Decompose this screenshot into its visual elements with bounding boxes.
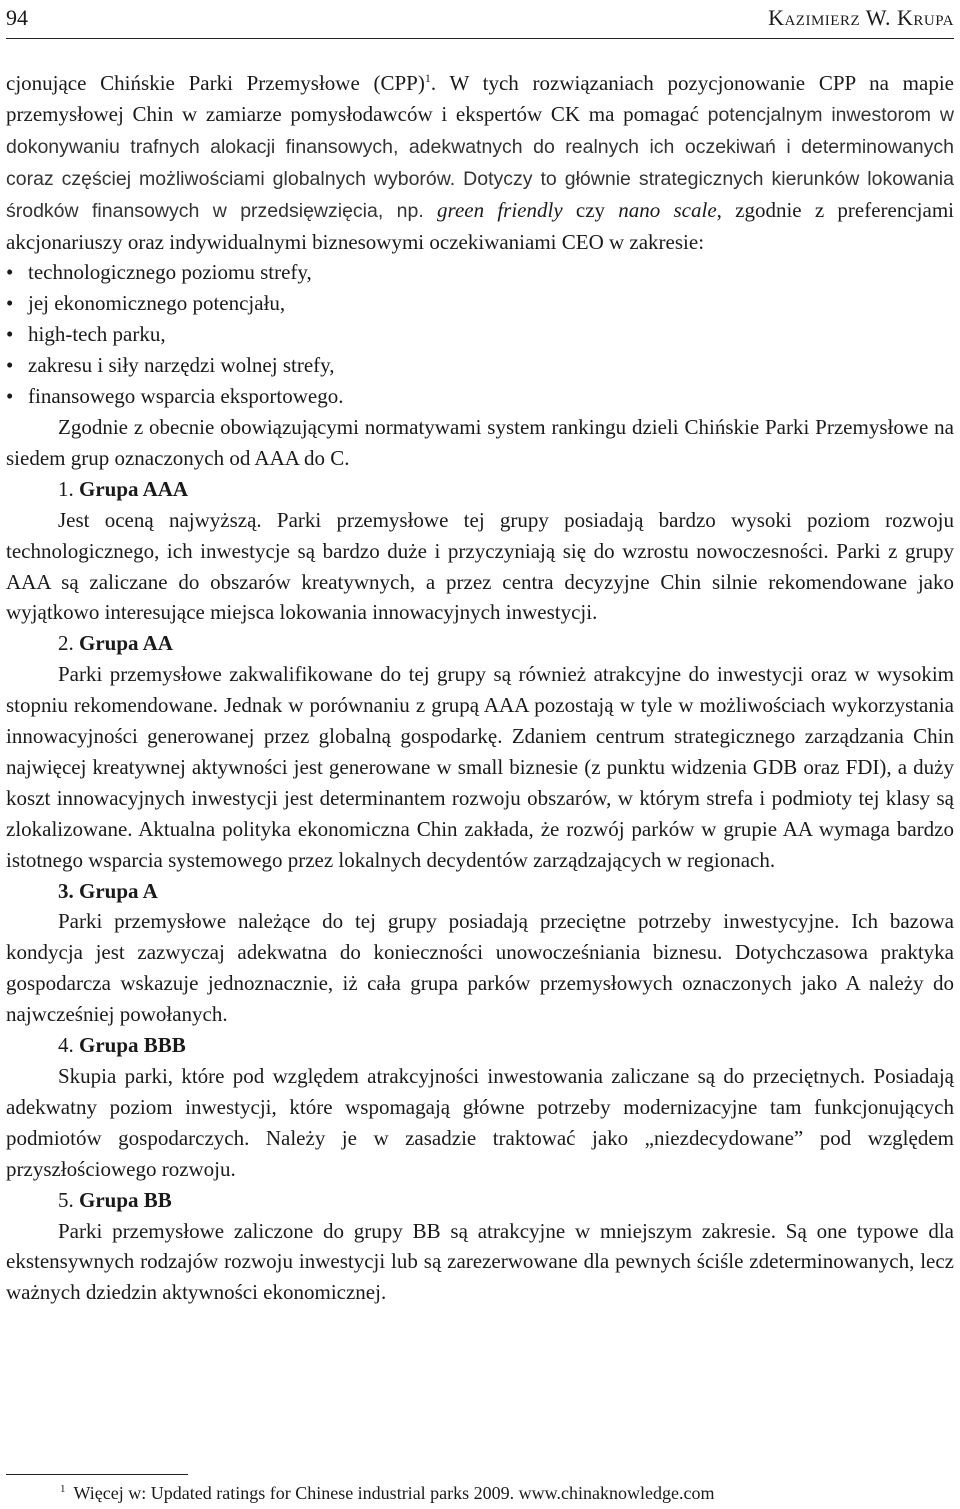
list-item: • finansowego wsparcia eksportowego. [6,381,954,412]
footnote-text: Więcej w: Updated ratings for Chinese industrial parks 2009. www.chinaknowledge.com [73,1483,715,1503]
section-text: Skupia parki, które pod względem atrakcyjności inwestowania zaliczane są do przeciętnych. Posiadają adekwatny poziom inwestycji, które wspomagają główne potrzeby modernizacyjne tam funkcjonujących podmiotów gospodarczych. Należy je w zasadzie traktować jako „niezdecydowane” pod względem przyszłościowego rozwoju. [6,1064,954,1181]
document-page [6,0,955,1503]
section-heading: 1. Grupa AAA [58,476,189,501]
bullet-list [6,257,954,412]
footnote-marker: 1 [60,1483,66,1495]
page-number: 94 [6,5,28,30]
paragraph-intro: cjonujące Chińskie Parki Przemysłowe (CPP)$^1$. W tych rozwiązaniach pozycjonowanie CPP na mapie przemysłowej Chin w zamiarze pomysłodawców i ekspertów CK ma pomagać potencjalnym inwestorom w dokonywaniu trafnych alokacji finansowych, adekwatnych do realnych ich oczekiwań i determinowanych coraz częściej możliwościami globalnych wyborów. Dotyczy to głównie strategicznych kierunków lokowania środków finansowych w przedsięwzięcia, np. green friendly czy nano scale, zgodnie z preferencjami akcjonariuszy oraz indywidualnymi biznesowymi oczekiwaniami CEO w zakresie: [6,71,955,254]
list-item: • technologicznego poziomu strefy, [6,257,954,288]
section-heading: 4. Grupa BBB [58,1033,186,1058]
section-text: Parki przemysłowe należące do tej grupy posiadają przeciętne potrzeby inwestycyjne. Ich bazowa kondycja jest zazwyczaj adekwatna do konieczności unowocześniania biznesu. Dotychczasowa praktyka gospodarcza wskazuje jednoznacznie, iż cała grupa parków przemysłowych oznaczonych jako A należy do najwcześniej powołanych. [6,909,954,1027]
footnote-divider [6,1474,188,1475]
section-heading: 5. Grupa BB [58,1187,172,1212]
section-text: Parki przemysłowe zaliczone do grupy BB są atrakcyjne w mniejszym zakresie. Są one typowe dla ekstensywnych rodzajów rozwoju inwestycji lub są zarezerwowane dla pewnych ściśle zdeterminowanych, lecz ważnych dziedzin aktywności ekonomicznej. [6,1218,954,1305]
page-body [6,68,954,1308]
section-heading: 2. Grupa AA [58,631,173,656]
list-item: • jej ekonomicznego potencjału, [6,288,954,319]
section-text: Jest oceną najwyższą. Parki przemysłowe tej grupy posiadają bardzo wysoki poziom rozwoju technologicznego, ich inwestycje są bardzo duże i przyczyniają się do wzrostu nowoczesności. Parki z grupy AAA są zaliczane do obszarów kreatywnych, a przez centra decyzyjne Chin silnie rekomendowane jako wyjątkowo interesujące miejsca lokowania innowacyjnych inwestycji. [6,507,954,625]
paragraph-ranking: Zgodnie z obecnie obowiązującymi normatywami system rankingu dzieli Chińskie Parki Przemysłowe na siedem grup oznaczonych od AAA do C. [6,414,954,470]
list-item: • high-tech parku, [6,319,954,350]
section-text: Parki przemysłowe zakwalifikowane do tej grupy są również atrakcyjne do inwestycji oraz w wysokim stopniu rekomendowane. Jednak w porównaniu z grupą AAA pozostają w tyle w możliwościach wykorzystania innowacyjności generowanej przez globalną gospodarkę. Zdaniem centrum strategicznego zarządzania Chin najwięcej kreatywnej aktywności jest generowane w small biznesie (z punktu widzenia GDB oraz FDI), a duży koszt innowacyjnych inwestycji jest determinantem rozwoju obszarów, w którym strefa i podmioty tej klasy są zlokalizowane. Aktualna polityka ekonomiczna Chin zakłada, że rozwój parków w grupie AA wymaga bardzo istotnego wsparcia systemowego przez lokalnych decydentów zarządzających w regionach. [6,662,954,872]
list-item: • zakresu i siły narzędzi wolnej strefy, [6,350,954,381]
footnote [60,1482,715,1504]
page-header [6,4,954,39]
section-heading: 3. Grupa A [58,878,158,903]
footnote-reference: 1 [424,71,431,85]
running-head-author: Kazimierz W. Krupa [768,5,954,30]
